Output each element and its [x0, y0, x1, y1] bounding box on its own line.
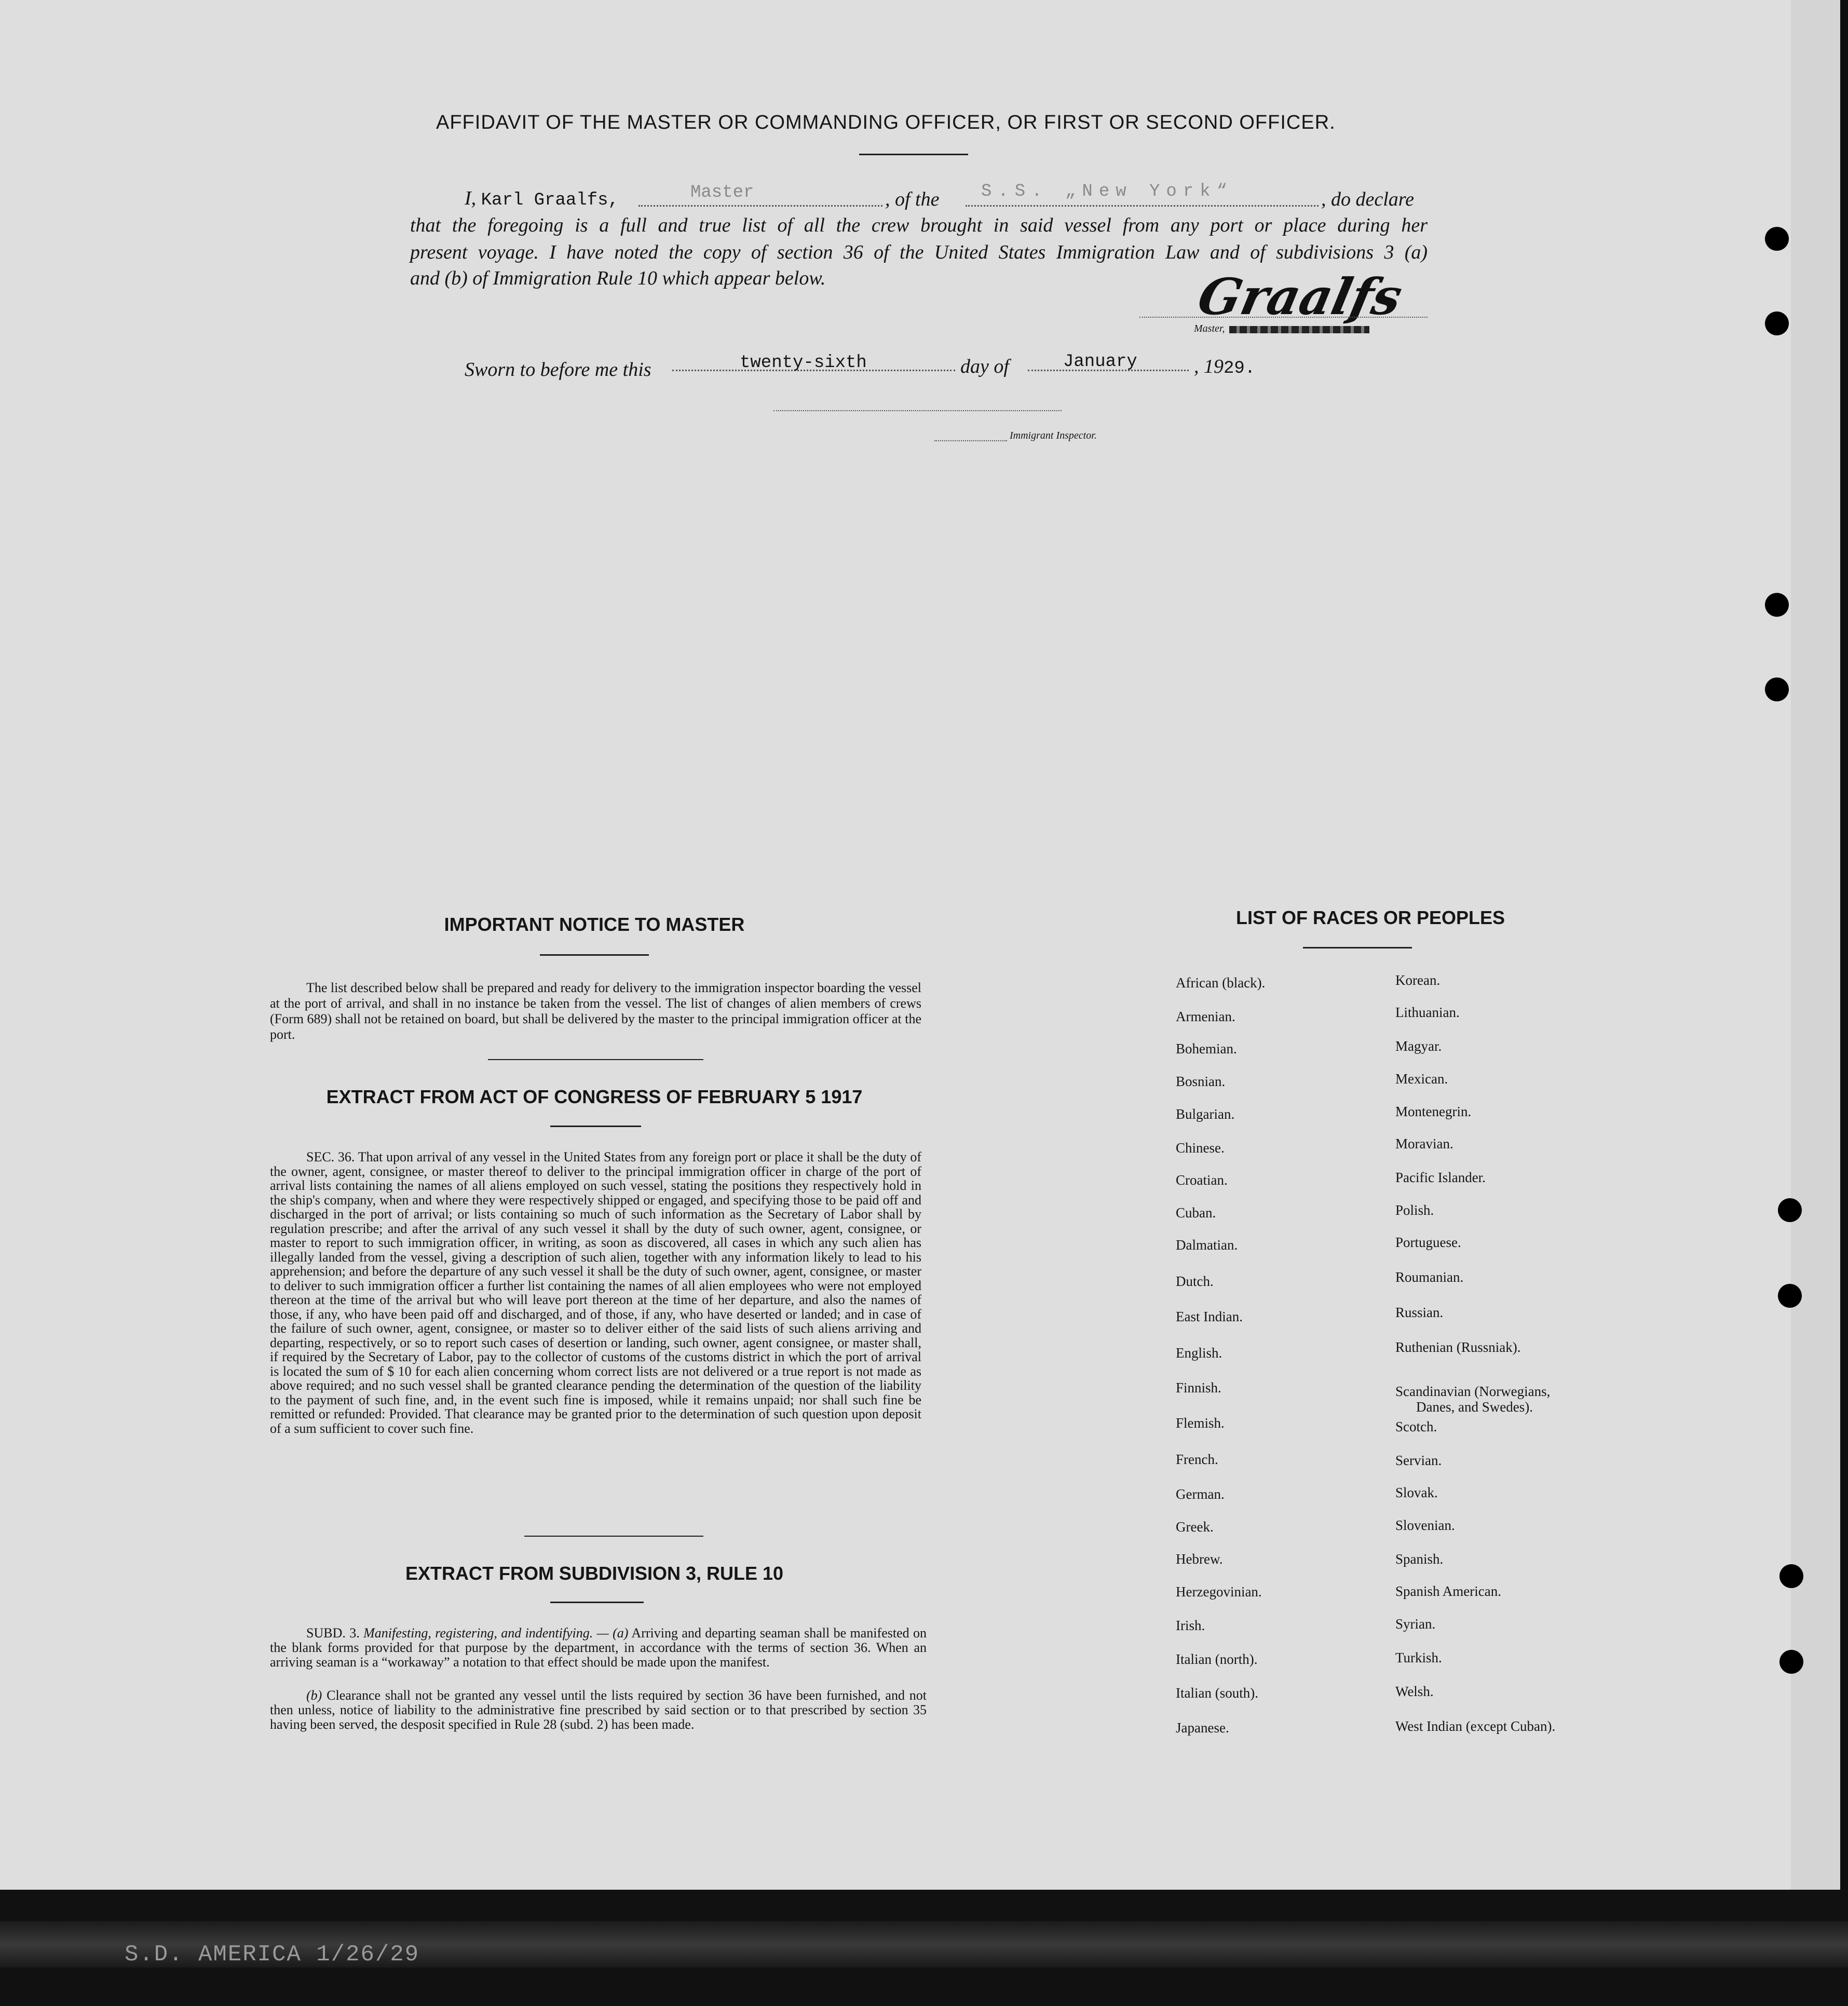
race-item: Russian.: [1395, 1305, 1444, 1320]
subd-text-b: Clearance shall not be granted any vessel until the lists required by section 36 have been furnished, and not then unless, notice of liability to the administrative fine prescribed by said section or to that prescribed by section 35 having been served, the desposit specified in Rule 28 (subd. 2) has been made.: [270, 1688, 927, 1732]
notice-end-rule: [488, 1059, 703, 1060]
race-item: West Indian (except Cuban).: [1395, 1718, 1556, 1734]
signature-line: [1139, 317, 1428, 318]
rule-subd-b: [270, 1688, 927, 1732]
sworn-label: Sworn to before me this: [465, 359, 651, 381]
race-item: Flemish.: [1176, 1415, 1225, 1431]
vessel-name: S.S. „New York“: [981, 182, 1234, 201]
film-stamp: S.D. AMERICA 1/26/29: [125, 1942, 420, 1968]
race-item: Spanish American.: [1395, 1583, 1501, 1599]
master-name: Karl Graalfs,: [481, 191, 619, 210]
punch-hole: [1765, 311, 1789, 335]
race-item: German.: [1176, 1486, 1225, 1502]
subd-label: SUBD. 3.: [306, 1625, 360, 1641]
sworn-day: twenty-sixth: [740, 353, 867, 373]
race-item: Roumanian.: [1395, 1269, 1464, 1285]
master-label: Master,: [1194, 323, 1225, 334]
race-item: Bohemian.: [1176, 1041, 1237, 1056]
notice-title: IMPORTANT NOTICE TO MASTER: [444, 914, 745, 935]
punch-hole: [1765, 593, 1789, 617]
signature: Graalfs: [1192, 267, 1407, 326]
race-item: Slovenian.: [1395, 1517, 1455, 1533]
race-item: Irish.: [1176, 1618, 1205, 1633]
race-item: Montenegrin.: [1395, 1104, 1472, 1119]
act-title: EXTRACT FROM ACT OF CONGRESS OF FEBRUARY 5 1917: [326, 1086, 863, 1107]
race-item: Turkish.: [1395, 1650, 1442, 1665]
affidavit-line-3: present voyage. I have noted the copy of section 36 of the United States Immigration Law and of subdivisions 3 (a): [410, 241, 1428, 263]
rule-rule: [550, 1602, 644, 1603]
notice-text: The list described below shall be prepared and ready for delivery to the immigration inspector boarding the vessel at the port of arrival, and shall in no instance be taken from the vessel. The list of changes of alien members of crews (Form 689) shall not be retained on board, but shall be delivered by the master to the principal immigration officer at the port.: [270, 980, 921, 1042]
race-item: Scandinavian (Norwegians,: [1395, 1384, 1551, 1399]
race-item: Hebrew.: [1176, 1551, 1223, 1567]
affidavit-line-4: and (b) of Immigration Rule 10 which appear below.: [410, 267, 826, 289]
race-item: Moravian.: [1395, 1136, 1453, 1151]
punch-hole: [1765, 227, 1789, 251]
rank-dotted-line: [638, 205, 882, 207]
act-text: SEC. 36. That upon arrival of any vessel in the United States from any foreign port or place it shall be the duty of the owner, agent, consignee, or master thereof to deliver to the principal immigration officer in charge of the port of arrival lists containing the names of all aliens employed on such vessel, stating the positions they respectively hold in the ship's company, when and where they were respectively shipped or engaged, and specifying those to be paid off and discharged in the port of arrival; or lists containing so much of such information as the Secretary of Labor shall by regulation prescribe; and after the arrival of any such vessel it shall by the duty of such owner, agent, consignee, or master to report to such immigration officer, in writing, as soon as discovered, all cases in which any such alien has illegally landed from the vessel, giving a description of such alien, together with any information likely to lead to his apprehension; and before the departure of any such vessel it shall be the duty of such owner, agent, consignee, or master to deliver to such immigration officer a further list containing the names of all alien employees who were not employed thereon at the time of the arrival but who will leave port thereon at the time of her departure, and also the names of those, if any, who have been paid off and discharged, and of those, if any, who have deserted or landed; and in case of the failure of such owner, agent, consignee, or master so to deliver either of the said lists of such aliens arriving and departing, respectively, or so to report such cases of desertion or landing, such owner, agent consignee, or master shall, if required by the Secretary of Labor, pay to the collector of customs of the customs district in which the port of arrival is located the sum of $ 10 for each alien concerning whom correct lists are not delivered or a true report is not made as above required; and no such vessel shall be granted clearance pending the determination of the question of the liability to the payment of such fine, and, in the event such fine is imposed, while it remains unpaid; nor shall such fine be remitted or refunded: Provided. That clearance may be granted prior to the determination of such question upon deposit of a sum sufficient to cover such fine.: [270, 1149, 921, 1436]
page-edge: [1791, 0, 1840, 1890]
race-item: Cuban.: [1176, 1205, 1216, 1221]
race-item: Spanish.: [1395, 1551, 1444, 1567]
sworn-month: January: [1063, 352, 1137, 372]
rule-subd-a: [270, 1626, 927, 1670]
race-item: Chinese.: [1176, 1140, 1225, 1156]
of-the-label: , of the: [885, 188, 940, 210]
race-item: Dutch.: [1176, 1273, 1214, 1289]
rank-value: Master: [690, 183, 754, 202]
punch-hole: [1779, 1564, 1803, 1588]
race-item: Magyar.: [1395, 1038, 1442, 1054]
vessel-dotted-line: [966, 205, 1319, 207]
inspector-dotted-line: [934, 440, 1007, 441]
punch-hole: [1778, 1198, 1802, 1222]
struck-out-text: [1229, 326, 1369, 333]
act-end-rule: [524, 1536, 703, 1537]
race-item: French.: [1176, 1452, 1218, 1467]
race-item: Polish.: [1395, 1202, 1434, 1218]
race-item: Scotch.: [1395, 1419, 1437, 1434]
race-item: Servian.: [1395, 1453, 1442, 1468]
punch-hole: [1778, 1284, 1802, 1308]
year-prefix: , 19: [1194, 356, 1224, 377]
race-item: Korean.: [1395, 972, 1441, 988]
race-scandinavian-continuation: Danes, and Swedes).: [1416, 1399, 1533, 1415]
race-item: Bulgarian.: [1176, 1106, 1235, 1122]
punch-hole: [1779, 1650, 1803, 1674]
year-label: [1194, 355, 1255, 378]
race-item: African (black).: [1176, 975, 1266, 991]
races-title: LIST OF RACES OR PEOPLES: [1235, 907, 1505, 928]
inspector-label: Immigrant Inspector.: [1010, 430, 1097, 441]
race-item: Syrian.: [1395, 1616, 1436, 1632]
day-of-label: day of: [960, 356, 1009, 377]
race-item: Mexican.: [1395, 1071, 1448, 1087]
race-item: Herzegovinian.: [1176, 1584, 1262, 1600]
race-item: Croatian.: [1176, 1172, 1228, 1188]
race-item: Greek.: [1176, 1519, 1214, 1535]
affidavit-line-1: [465, 187, 619, 210]
i-label: I,: [465, 187, 477, 209]
subd-heading: Manifesting, registering, and indentifying. — (a): [363, 1625, 629, 1641]
affidavit-line-2: that the foregoing is a full and true list of all the crew brought in said vessel from any port or place during her: [410, 214, 1428, 236]
subd-text-a: Arriving and departing seaman shall be manifested on the blank forms provided for that purpose by the department, in accordance with the terms of section 36. When an arriving seaman is a “workaway” a notation to that effect should be made upon the manifest.: [270, 1625, 927, 1670]
race-item: Welsh.: [1395, 1684, 1434, 1699]
year-suffix: 29.: [1224, 359, 1256, 378]
rule-title: EXTRACT FROM SUBDIVISION 3, RULE 10: [405, 1563, 784, 1584]
race-item: Lithuanian.: [1395, 1005, 1460, 1020]
title-rule: [859, 154, 968, 155]
race-item: Pacific Islander.: [1395, 1170, 1486, 1185]
race-item: Ruthenian (Russniak).: [1395, 1339, 1521, 1355]
race-item: Slovak.: [1395, 1485, 1438, 1500]
act-rule: [550, 1126, 641, 1127]
affidavit-title: AFFIDAVIT OF THE MASTER OR COMMANDING OFFICER, OR FIRST OR SECOND OFFICER.: [436, 112, 1336, 133]
race-item: Portuguese.: [1395, 1235, 1461, 1250]
race-item: East Indian.: [1176, 1309, 1243, 1324]
race-item: Italian (north).: [1176, 1651, 1258, 1667]
subd-b-label: (b): [306, 1688, 322, 1703]
race-item: Japanese.: [1176, 1720, 1229, 1736]
race-item: Finnish.: [1176, 1380, 1221, 1395]
race-item: English.: [1176, 1345, 1222, 1361]
race-item: Italian (south).: [1176, 1685, 1258, 1701]
do-declare-label: , do declare: [1321, 188, 1415, 210]
race-item: Armenian.: [1176, 1009, 1235, 1024]
race-item: Bosnian.: [1176, 1074, 1226, 1089]
races-rule: [1303, 947, 1412, 948]
inspector-signature-line: [773, 410, 1062, 411]
race-item: Dalmatian.: [1176, 1237, 1238, 1253]
notice-rule: [540, 954, 649, 956]
punch-hole: [1765, 677, 1789, 701]
